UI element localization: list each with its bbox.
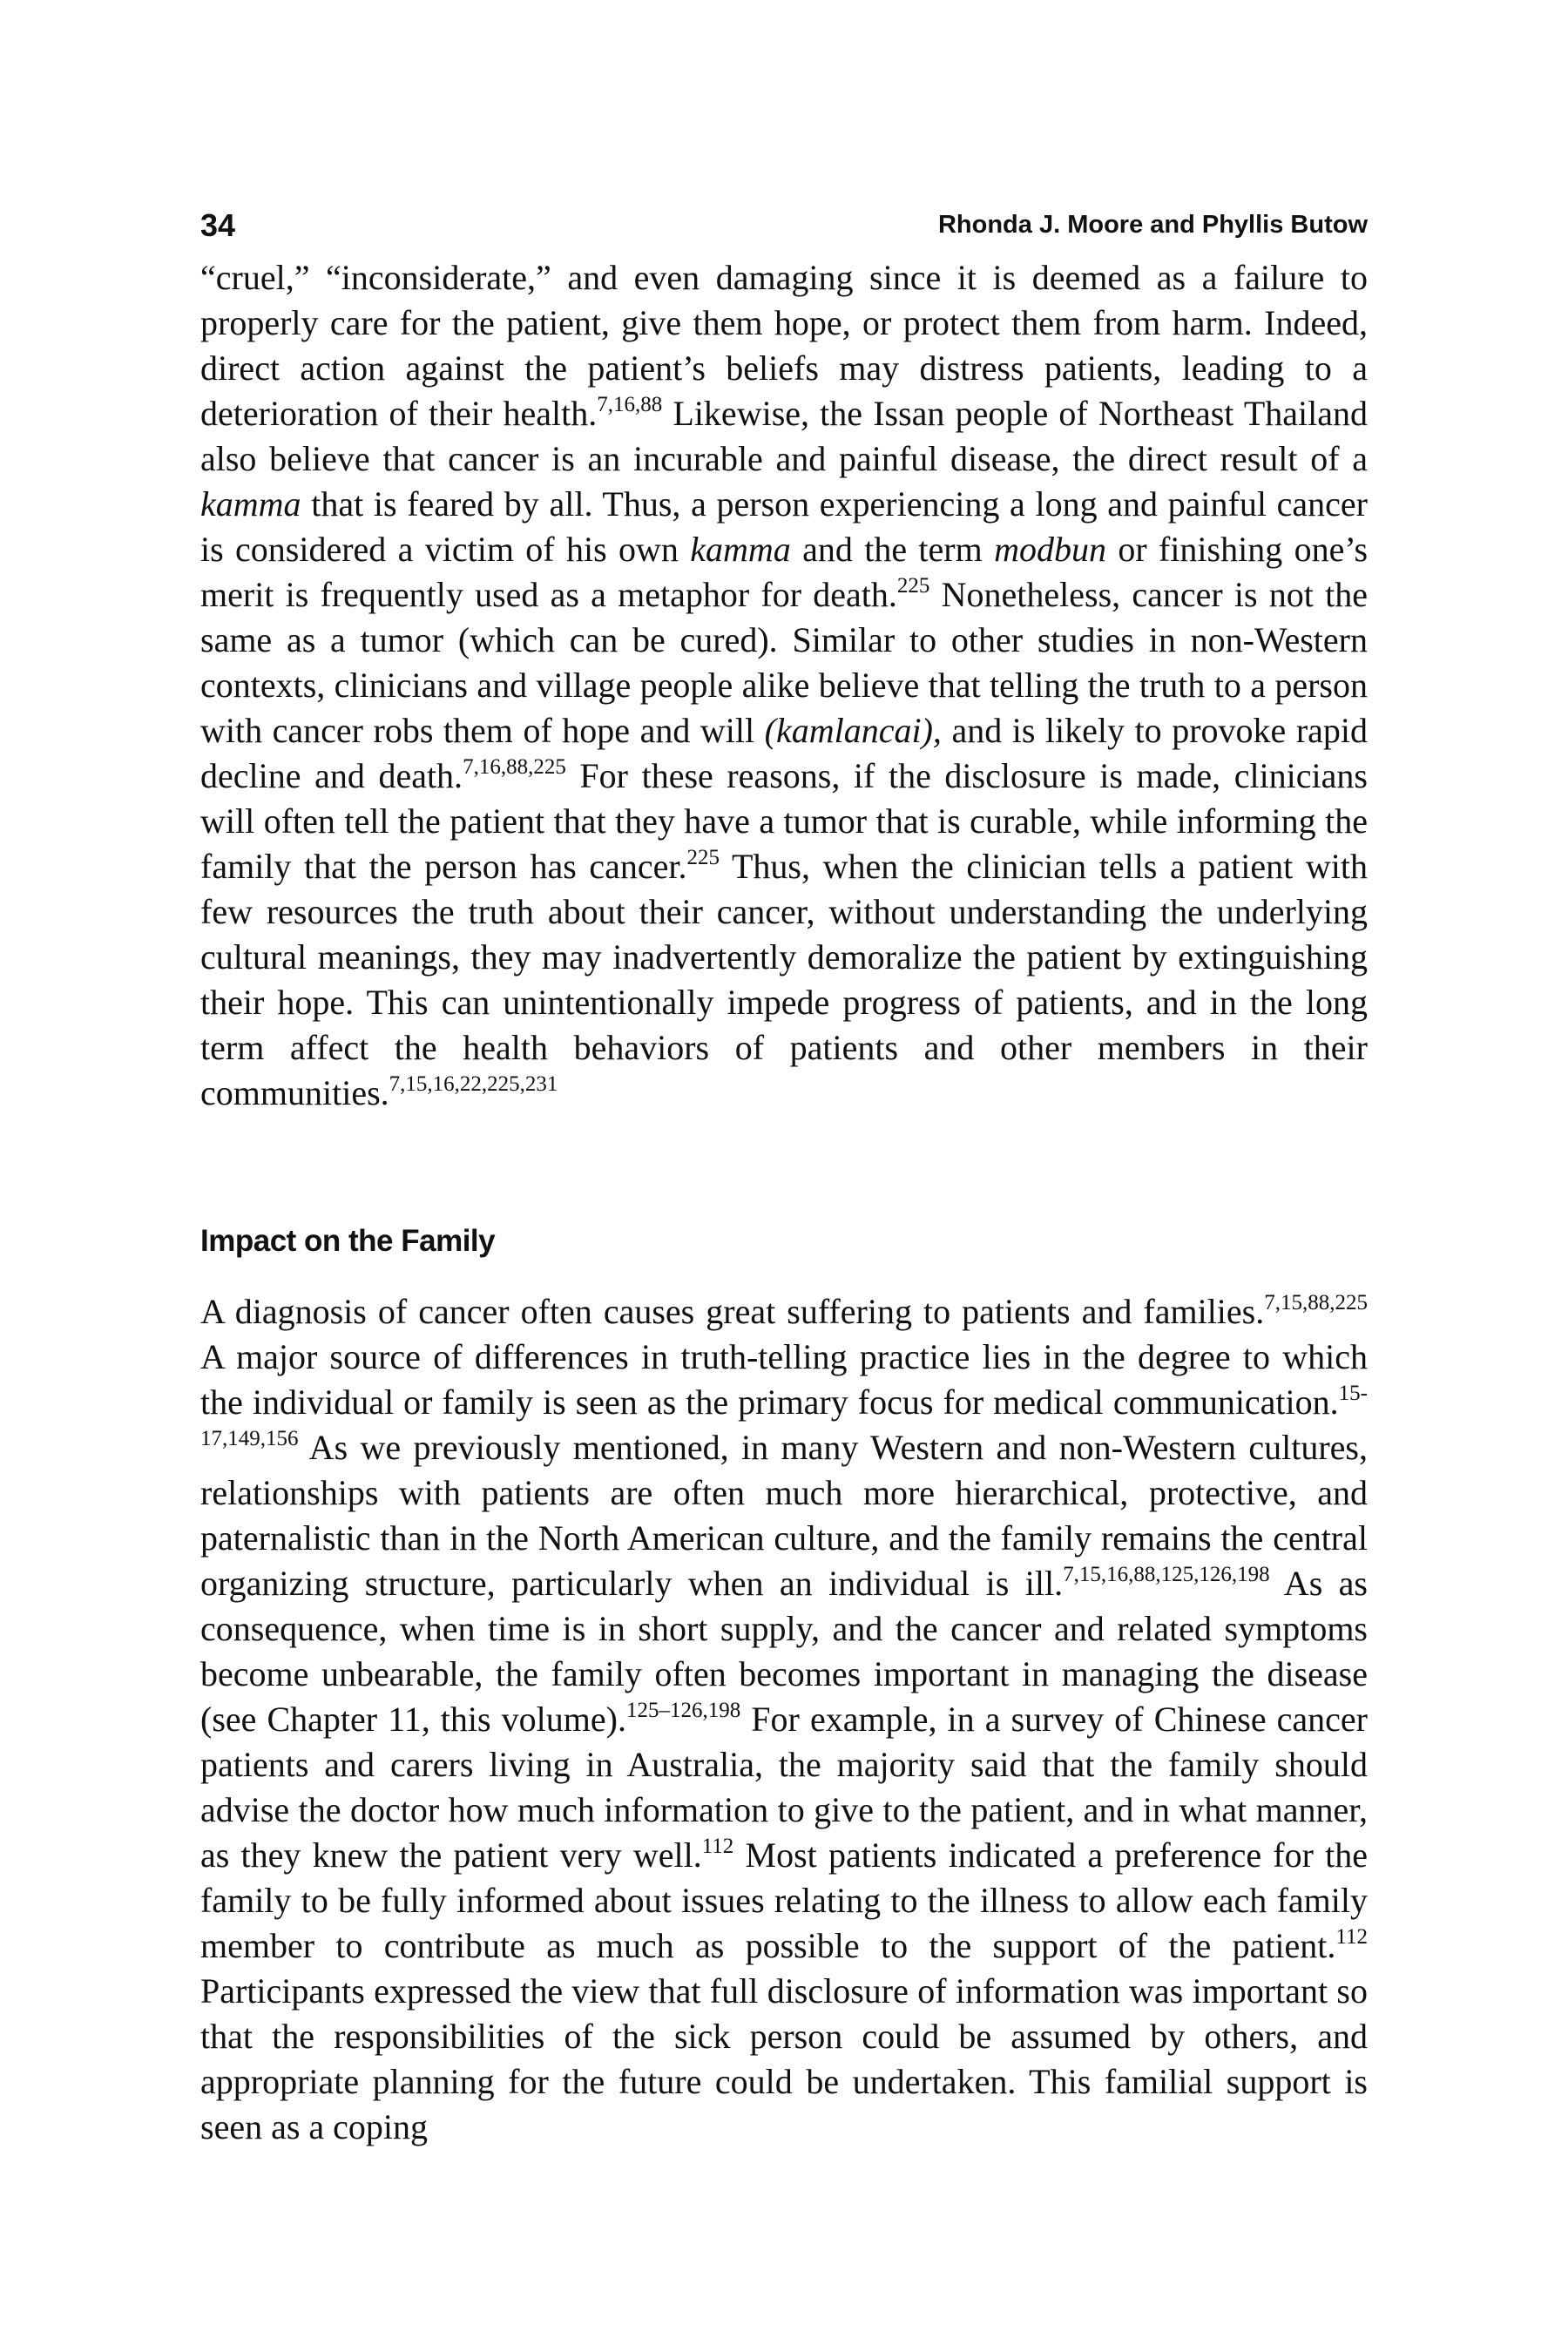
citation-superscript: 7,16,88,225 <box>463 755 566 779</box>
italic-term: kamma <box>200 484 301 524</box>
citation-superscript: 15-17,149,156 <box>200 1382 1368 1450</box>
text-run: Nonetheless, cancer is not the same as a tumor (which can be cured). Similar to other studies in non-Western contexts, clinicians and village people alike believe that telling the truth to a person with cancer robs them of hope and will <box>200 575 1368 750</box>
citation-superscript: 112 <box>1335 1925 1368 1949</box>
citation-superscript: 112 <box>701 1835 734 1858</box>
italic-term: (kamlancai), <box>764 711 942 750</box>
text-run: A diagnosis of cancer often causes great suffering to patients and families. <box>200 1292 1265 1331</box>
text-run: that is feared by all. Thus, a person experiencing a long and painful cancer is considered a victim of his own <box>200 484 1368 569</box>
paragraph <box>200 255 1368 1116</box>
citation-superscript: 7,15,88,225 <box>1264 1291 1368 1315</box>
running-head <box>200 207 1368 260</box>
text-run: For these reasons, if the disclosure is made, clinicians will often tell the patient that they have a tumor that is curable, while informing the family that the person has cancer. <box>200 756 1368 886</box>
citation-superscript: 125–126,198 <box>625 1699 741 1722</box>
text-run: Thus, when the clinician tells a patient with few resources the truth about their cancer, without understanding the underlying cultural meanings, they may inadvertently demoralize the patient by extinguishing their hope. This can unintentionally impede progress of patients, and in the long term affect the health behaviors of patients and other members in their communities. <box>200 847 1368 1112</box>
paragraph <box>200 1289 1368 2150</box>
text-run: For example, in a survey of Chinese cancer patients and carers living in Australia, the majority said that the family should advise the doctor how much information to give to the patient, and in what manner, as they knew the patient very well. <box>200 1700 1368 1875</box>
text-run: Participants expressed the view that full disclosure of information was important so that the responsibilities of the sick person could be assumed by others, and appropriate planning for the future could be undertaken. This familial support is seen as a coping <box>200 1971 1368 2146</box>
italic-term: modbun <box>994 530 1106 569</box>
text-run: Likewise, the Issan people of Northeast Thailand also believe that cancer is an incurable and painful disease, the direct result of a <box>200 394 1368 478</box>
citation-superscript: 7,15,16,88,125,126,198 <box>1063 1563 1270 1586</box>
text-run: As we previously mentioned, in many Western and non-Western cultures, relationships with patients are often much more hierarchical, protective, and paternalistic than in the North American culture, and the family remains the central organizing structure, particularly when an individual is ill. <box>200 1428 1368 1603</box>
page-number: 34 <box>200 207 236 243</box>
text-run: “cruel,” “inconsiderate,” and even damaging since it is deemed as a failure to properly care for the patient, give them hope, or protect them from harm. Indeed, direct action against the patient’s beliefs may distress patients, leading to a deterioration of their health. <box>200 258 1368 433</box>
italic-term: kamma <box>690 530 791 569</box>
running-head-authors: Rhonda J. Moore and Phyllis Butow <box>937 211 1368 239</box>
citation-superscript: 225 <box>896 574 930 598</box>
text-run: A major source of differences in truth-telling practice lies in the degree to which the individual or family is seen as the primary focus for medical communication. <box>200 1337 1368 1422</box>
text-run: and the term <box>790 530 995 569</box>
text-run: As as consequence, when time is in short supply, and the cancer and related symptoms become unbearable, the family often becomes important in managing the disease (see Chapter 11, this volume). <box>200 1564 1368 1739</box>
body-paragraph-1 <box>200 255 1368 1116</box>
citation-superscript: 7,16,88 <box>597 393 663 416</box>
section-heading: Impact on the Family <box>200 1224 496 1258</box>
citation-superscript: 225 <box>686 846 720 869</box>
text-run: or finishing one’s merit is frequently used as a metaphor for death. <box>200 530 1369 614</box>
text-run: Most patients indicated a preference for the family to be fully informed about issues relating to the illness to allow each family member to contribute as much as possible to the support of the patient. <box>200 1835 1368 1965</box>
text-run: and is likely to provoke rapid decline and death. <box>200 711 1369 795</box>
body-paragraph-2 <box>200 1289 1368 2150</box>
citation-superscript: 7,15,16,22,225,231 <box>389 1072 558 1096</box>
